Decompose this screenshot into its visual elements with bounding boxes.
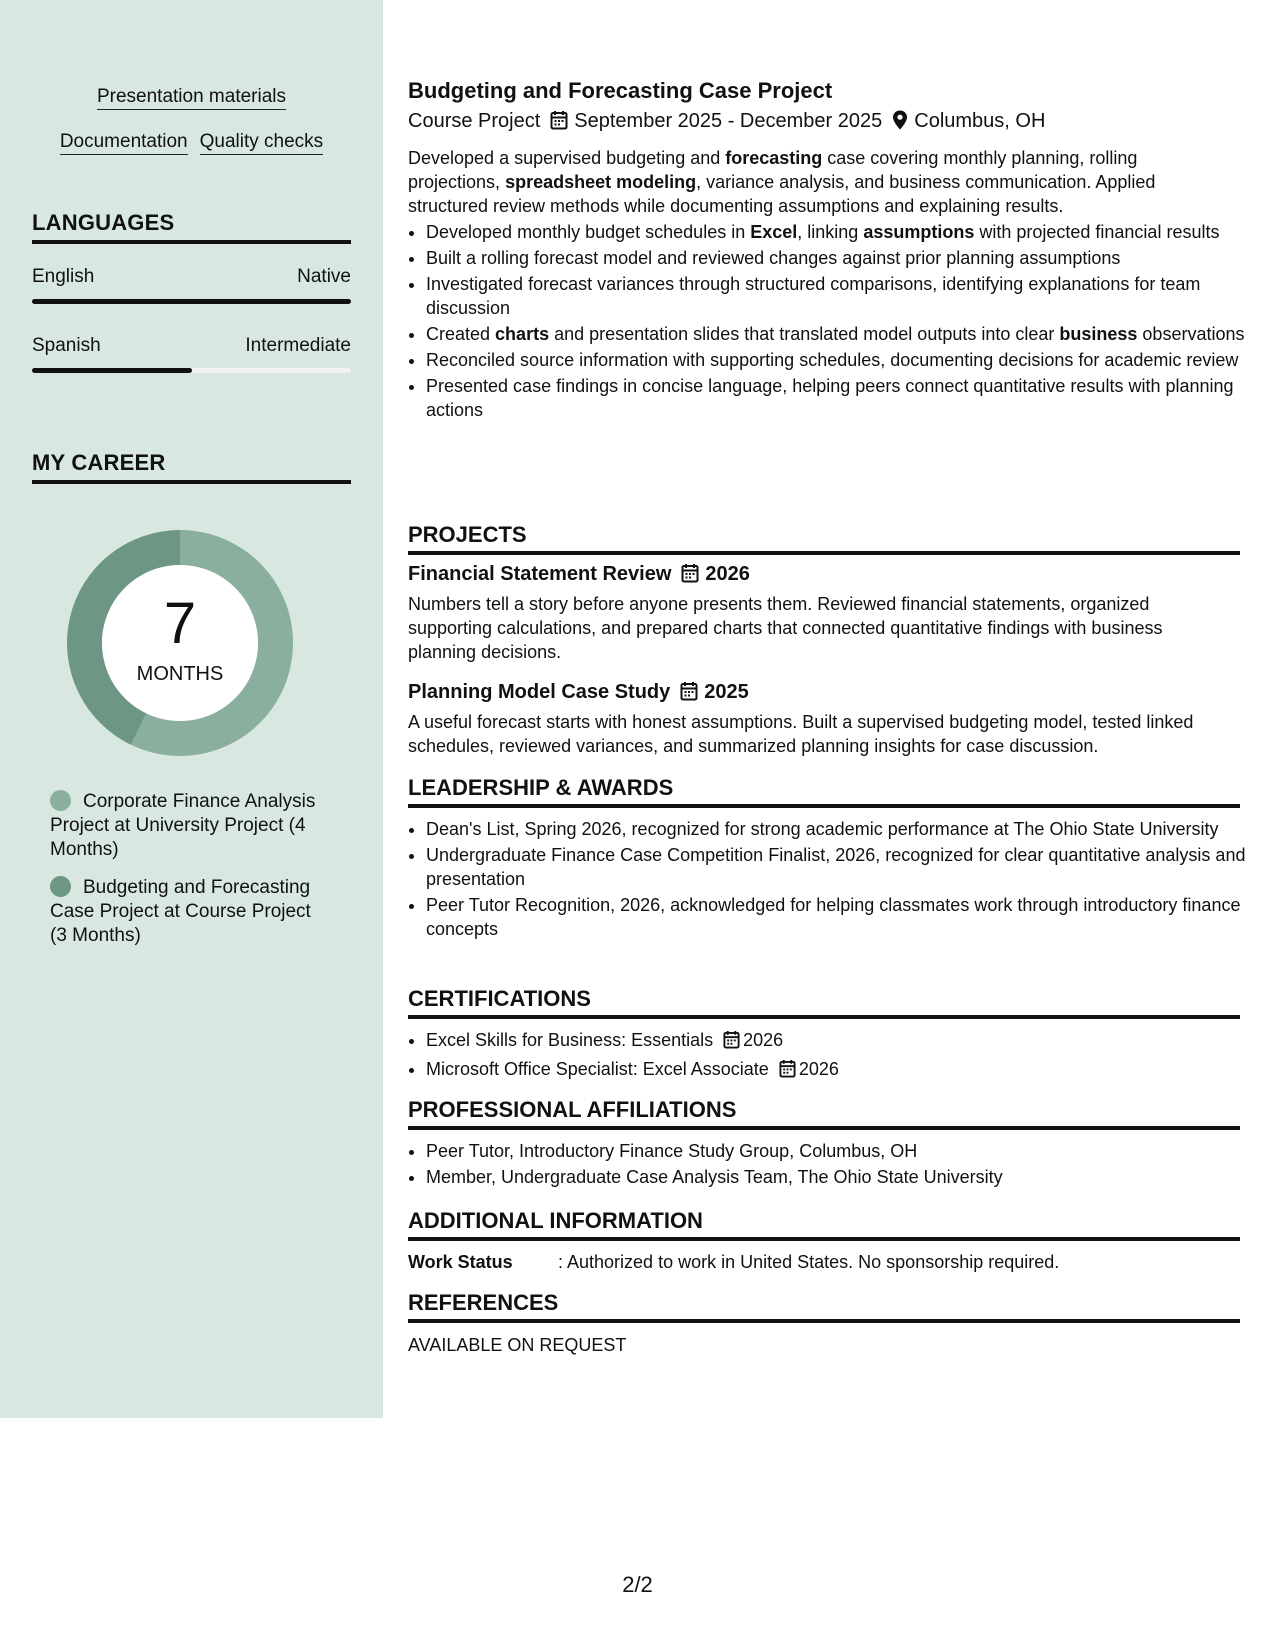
project-description: Numbers tell a story before anyone presents them. Reviewed financial statements, organized supporting calculations, and prepared charts that connected quantitative findings with business planning decisions. xyxy=(408,594,1163,662)
calendar-icon xyxy=(779,1059,796,1084)
list-item: • Created charts and presentation slides that translated model outputs into clear business observations xyxy=(426,322,1258,346)
affiliations-list xyxy=(408,1139,1258,1191)
additional-info-heading: ADDITIONAL INFORMATION xyxy=(408,1208,1240,1241)
career-legend-item xyxy=(50,790,320,862)
language-bar xyxy=(32,368,351,373)
legend-label: Corporate Finance Analysis Project at University Project (4 Months) xyxy=(50,791,316,860)
list-item xyxy=(426,1057,1258,1084)
list-item: • Undergraduate Finance Case Competition Finalist, 2026, recognized for clear quantitative analysis and presentation xyxy=(426,843,1258,891)
certifications-list xyxy=(408,1028,1258,1086)
project-title-row xyxy=(408,681,749,707)
skill-tag: Quality checks xyxy=(200,131,324,155)
language-level: Intermediate xyxy=(245,335,351,356)
language-name: Spanish xyxy=(32,335,101,356)
experience-title: Budgeting and Forecasting Case Project xyxy=(408,78,833,103)
career-heading: MY CAREER xyxy=(32,450,351,484)
projects-heading: PROJECTS xyxy=(408,522,1240,555)
sidebar xyxy=(0,0,383,1418)
career-donut-chart xyxy=(67,530,293,756)
calendar-icon xyxy=(681,563,699,589)
experience-location: Columbus, OH xyxy=(914,110,1046,132)
certification-name: Microsoft Office Specialist: Excel Associate xyxy=(426,1059,769,1079)
certification-year: 2026 xyxy=(743,1030,784,1050)
certification-year: 2026 xyxy=(798,1059,839,1079)
experience-org: Course Project xyxy=(408,110,541,132)
references-heading: REFERENCES xyxy=(408,1290,1240,1323)
calendar-icon xyxy=(723,1030,740,1055)
list-item xyxy=(426,1028,1258,1055)
legend-dot xyxy=(50,790,71,811)
skill-tag: Documentation xyxy=(60,131,188,155)
skill-tags-row-1 xyxy=(32,86,351,110)
languages-heading: LANGUAGES xyxy=(32,210,351,244)
list-item: • Investigated forecast variances through structured comparisons, identifying explanations for team discussion xyxy=(426,272,1258,320)
list-item: • Built a rolling forecast model and reviewed changes against prior planning assumptions xyxy=(426,246,1258,270)
experience-summary: Developed a supervised budgeting and forecasting case covering monthly planning, rolling projections, spreadsheet modeling, variance analysis, and business communication. Applied structured review methods while documenting assumptions and explaining results. xyxy=(408,148,1156,216)
leadership-heading: LEADERSHIP & AWARDS xyxy=(408,775,1240,808)
list-item: • Member, Undergraduate Case Analysis Team, The Ohio State University xyxy=(426,1165,1258,1189)
project-title: Planning Model Case Study xyxy=(408,681,671,703)
list-item: • Presented case findings in concise language, helping peers connect quantitative results with planning actions xyxy=(426,374,1258,422)
project-title: Financial Statement Review xyxy=(408,563,672,585)
work-status-label: Work Status xyxy=(408,1252,513,1272)
career-legend-item xyxy=(50,876,320,948)
list-item: • Peer Tutor Recognition, 2026, acknowledged for helping classmates work through introductory finance concepts xyxy=(426,893,1258,941)
skill-tag: Presentation materials xyxy=(97,86,286,110)
affiliations-heading: PROFESSIONAL AFFILIATIONS xyxy=(408,1097,1240,1130)
work-status-row xyxy=(408,1252,1059,1273)
certifications-heading: CERTIFICATIONS xyxy=(408,986,1240,1019)
career-total-unit: MONTHS xyxy=(136,663,224,685)
leadership-list xyxy=(408,817,1258,943)
language-name: English xyxy=(32,266,95,287)
calendar-icon xyxy=(680,681,698,707)
language-bar-fill xyxy=(32,299,351,304)
experience-meta xyxy=(408,110,1045,136)
project-year: 2025 xyxy=(704,681,749,703)
experience-bullets xyxy=(408,220,1258,424)
skill-tags-row-2 xyxy=(32,131,351,155)
project-description: A useful forecast starts with honest assumptions. Built a supervised budgeting model, tested linked schedules, reviewed variances, and summarized planning insights for case discussion. xyxy=(408,712,1194,756)
legend-dot xyxy=(50,876,71,897)
experience-dates: September 2025 - December 2025 xyxy=(574,110,883,132)
certification-name: Excel Skills for Business: Essentials xyxy=(426,1030,714,1050)
list-item: • Developed monthly budget schedules in Excel, linking assumptions with projected financial results xyxy=(426,220,1258,244)
language-bar xyxy=(32,299,351,304)
list-item: • Peer Tutor, Introductory Finance Study Group, Columbus, OH xyxy=(426,1139,1258,1163)
legend-label: Budgeting and Forecasting Case Project at Course Project (3 Months) xyxy=(50,877,311,946)
list-item: • Reconciled source information with supporting schedules, documenting decisions for academic review xyxy=(426,348,1258,372)
language-bar-fill xyxy=(32,368,192,373)
work-status-value: : Authorized to work in United States. No sponsorship required. xyxy=(558,1252,1060,1272)
calendar-icon xyxy=(550,110,568,136)
location-pin-icon xyxy=(892,110,908,136)
language-level: Native xyxy=(297,266,351,287)
project-title-row xyxy=(408,563,750,589)
page-number: 2/2 xyxy=(622,1572,653,1597)
project-year: 2026 xyxy=(705,563,750,585)
career-total-value: 7 xyxy=(163,591,197,656)
list-item: • Dean's List, Spring 2026, recognized for strong academic performance at The Ohio State University xyxy=(426,817,1258,841)
references-text: AVAILABLE ON REQUEST xyxy=(408,1335,627,1355)
